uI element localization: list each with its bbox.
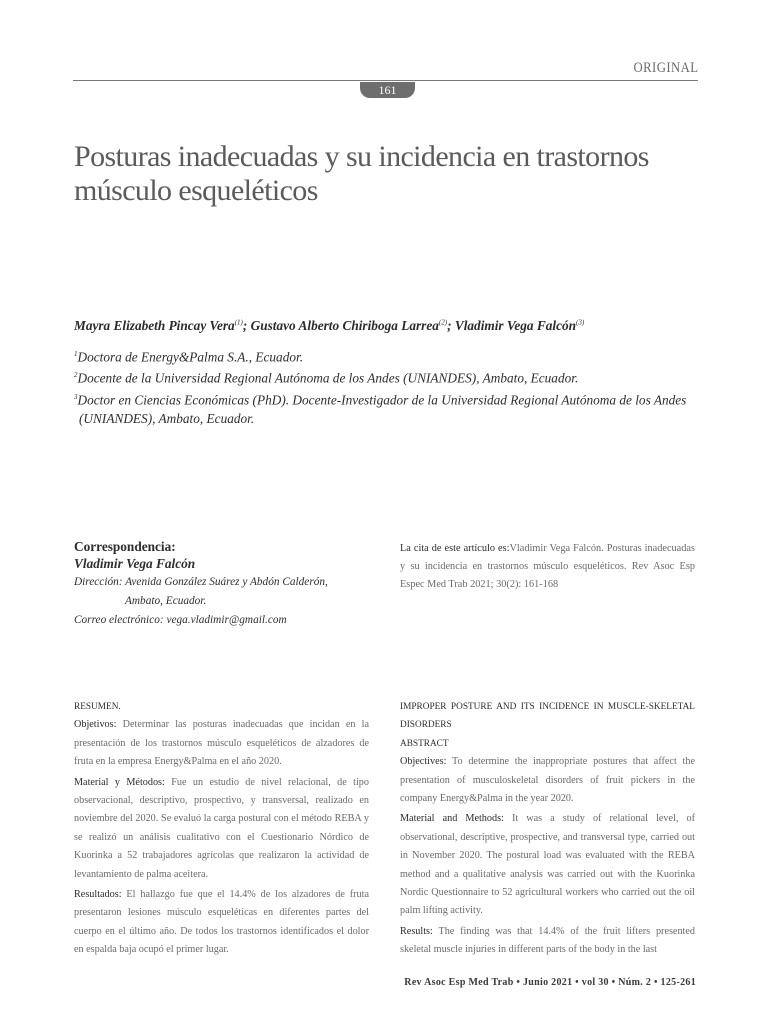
affiliation-item	[74, 345, 714, 366]
resumen-paragraph	[74, 716, 369, 771]
author-sup: (1)	[234, 318, 243, 327]
affiliation-num: 2	[74, 371, 78, 380]
author-separator: ;	[447, 318, 455, 333]
author-name: Vladimir Vega Falcón	[454, 318, 577, 333]
resumen-heading: RESUMEN.	[74, 702, 121, 712]
author-name: Gustavo Alberto Chiriboga Larrea	[250, 318, 439, 333]
correspondence-address: Dirección: Avenida González Suárez y Abdón Calderón,	[74, 576, 328, 588]
correspondence-name: Vladimir Vega Falcón	[74, 556, 196, 571]
header-rule	[73, 80, 698, 81]
paragraph-text: It was a study of relational level, of observational, descriptive, prospective, and transversal type, carried out in November 2020. The postural load was evaluated with the REBA method and a qualitative analysis was carried out with the Kuorinka Nordic Questionnaire to 52 agricultural workers who carried out the oil palm lifting activity.	[400, 813, 695, 917]
abstract-paragraph	[400, 810, 695, 920]
abstract-paragraph	[400, 923, 695, 960]
article-title: Posturas inadecuadas y su incidencia en trastornos músculo esqueléticos	[74, 140, 649, 207]
paragraph-text: The finding was that 14.4% of the fruit lifters presented skeletal muscle injuries in different parts of the body in the last	[400, 925, 695, 956]
abstract-column	[400, 698, 695, 960]
affiliation-num: 3	[74, 392, 78, 401]
citation-block	[400, 540, 695, 594]
author-list	[74, 318, 714, 334]
paragraph-text: El hallazgo fue que el 14.4% de los alzadores de fruta presentaron lesiones músculo esqueléticas en diferentes partes del cuerpo en el último año. De todos los trastornos identificados el dolor en espalda baja ocupó el primer lugar.	[74, 889, 369, 956]
correspondence-block	[74, 538, 374, 630]
correspondence-email: Correo electrónico: vega.vladimir@gmail.com	[74, 614, 287, 626]
citation-text: Vladimir Vega Falcón. Posturas inadecuadas y su incidencia en trastornos músculo esqueléticos. Rev Asoc Esp Espec Med Trab 2021; 30(2): 161-168	[400, 543, 695, 590]
paragraph-text: To determine the inappropriate postures that affect the presentation of musculoskeletal disorders of fruit pickers in the company Energy&Palma in the year 2020.	[400, 756, 695, 805]
author-sup: (2)	[438, 318, 448, 327]
resumen-paragraph	[74, 886, 369, 960]
paragraph-text: Determinar las posturas inadecuadas que incidan en la presentación de los trastornos músculo esqueléticos de alzadores de fruta en la empresa Energy&Palma en el año 2020.	[74, 719, 369, 768]
paragraph-label: Material y Métodos:	[74, 776, 165, 788]
author-sup: (3)	[576, 318, 585, 327]
affiliation-text: Doctor en Ciencias Económicas (PhD). Docente-Investigador de la Universidad Regional Autónoma de los Andes	[77, 392, 687, 408]
abstract-heading: ABSTRACT	[400, 738, 449, 749]
journal-footer: Rev Asoc Esp Med Trab • Junio 2021 • vol 30 • Núm. 2 • 125-261	[404, 977, 696, 988]
affiliation-item	[74, 388, 714, 409]
abstract-title: IMPROPER POSTURE AND ITS INCIDENCE IN MUSCLE-SKELETAL DISORDERS	[400, 702, 695, 731]
paragraph-label: Material and Methods:	[400, 813, 504, 825]
affiliation-list	[74, 345, 714, 428]
affiliation-item	[74, 366, 714, 387]
paragraph-label: Objectives:	[400, 756, 447, 768]
resumen-column	[74, 698, 369, 960]
page-number: 161	[360, 82, 415, 98]
affiliation-num: 1	[74, 350, 78, 358]
author-name: Mayra Elizabeth Pincay Vera	[74, 318, 235, 333]
author-separator: ;	[242, 318, 251, 333]
abstract-paragraph	[400, 753, 695, 808]
paragraph-text: Fue un estudio de nivel relacional, de tipo observacional, descriptivo, prospectivo, y transversal, realizado en noviembre del 2020. Se evaluó la carga postural con el método REBA y se realizó un análisis cualitativo con el Cuestionario Nórdico de Kuorinka a 52 trabajadores agrícolas que realizaron la actividad de levantamiento de palma aceitera.	[74, 776, 369, 880]
affiliation-continuation: (UNIANDES), Ambato, Ecuador.	[79, 411, 255, 427]
resumen-paragraph	[74, 774, 369, 884]
citation-lead: La cita de este artículo es:	[400, 543, 510, 554]
correspondence-address-city: Ambato, Ecuador.	[125, 595, 207, 607]
paragraph-label: Resultados:	[74, 889, 122, 901]
paragraph-label: Results:	[400, 925, 433, 937]
correspondence-heading: Correspondencia:	[74, 539, 176, 554]
section-label: ORIGINAL	[632, 60, 698, 76]
paragraph-label: Objetivos:	[74, 719, 117, 731]
affiliation-text: Docente de la Universidad Regional Autónoma de los Andes (UNIANDES), Ambato, Ecuador.	[77, 370, 579, 386]
affiliation-text: Doctora de Energy&Palma S.A., Ecuador.	[77, 349, 304, 365]
